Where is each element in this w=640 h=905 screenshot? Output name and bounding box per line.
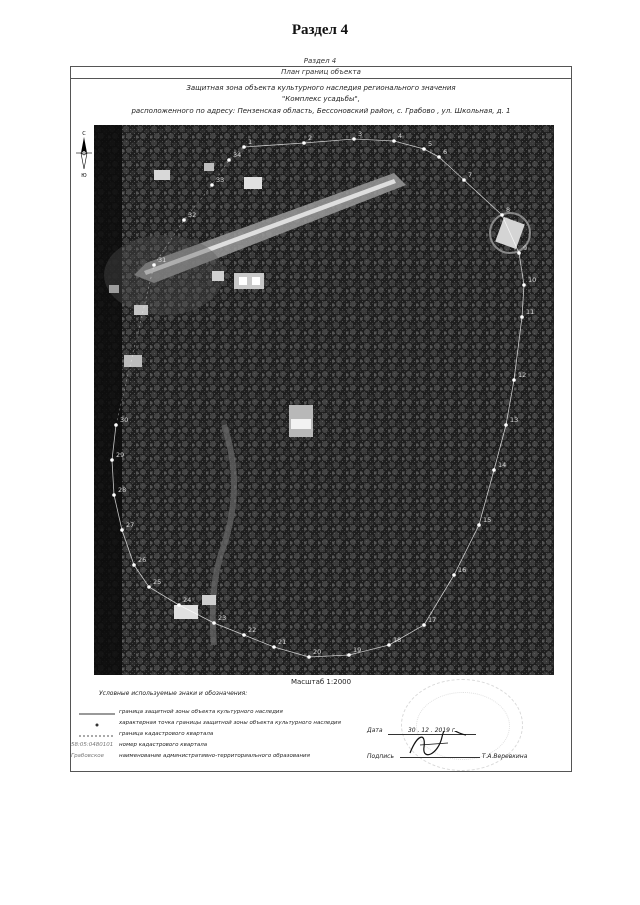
boundary-point-7 [462, 178, 466, 182]
plan-title: План границ объекта [71, 67, 571, 79]
boundary-point-label-24: 24 [183, 596, 192, 604]
boundary-point-label-15: 15 [483, 516, 492, 524]
boundary-point-16 [452, 573, 456, 577]
boundary-point-label-23: 23 [218, 614, 227, 622]
legend-label: граница кадастрового квартала [119, 731, 214, 737]
legend-label: характерная точка границы защитной зоны объекта культурного наследия [119, 720, 341, 726]
boundary-point-label-17: 17 [428, 616, 437, 624]
boundary-point-30 [114, 423, 118, 427]
boundary-point-34 [227, 158, 231, 162]
legend-symbol-text: 58:05:0480101 [71, 742, 114, 748]
boundary-point-26 [132, 563, 136, 567]
boundary-point-33 [210, 183, 214, 187]
scale-label: Масштаб 1:2000 [290, 678, 352, 686]
boundary-point-label-9: 9 [523, 244, 528, 252]
boundary-point-11 [520, 315, 524, 319]
boundary-point-label-27: 27 [126, 521, 135, 529]
boundary-point-23 [212, 621, 216, 625]
aerial-map[interactable] [94, 125, 554, 675]
boundary-point-label-28: 28 [118, 486, 127, 494]
boundary-point-label-26: 26 [138, 556, 147, 564]
boundary-point-label-10: 10 [528, 276, 537, 284]
boundary-point-label-25: 25 [153, 578, 162, 586]
description-line-3: расположенного по адресу: Пензенская область, Бессоновский район, с. Грабово , ул. Школьная, д. 1 [131, 107, 511, 115]
boundary-point-label-19: 19 [353, 646, 362, 654]
signature-label: Подпись [367, 753, 394, 760]
boundary-point-8 [500, 213, 504, 217]
boundary-point-label-5: 5 [428, 140, 433, 148]
boundary-point-2 [302, 141, 306, 145]
boundary-point-32 [182, 218, 186, 222]
signature-line [400, 749, 480, 758]
boundary-point-label-16: 16 [458, 566, 467, 574]
signer-name: Т.А.Веревкина [481, 753, 528, 760]
date-value: 30 . 12 . 2019 г. [388, 727, 476, 735]
boundary-point-29 [110, 458, 114, 462]
boundary-point-1 [242, 145, 246, 149]
plan-frame [70, 66, 572, 772]
compass-south-label: Ю [81, 173, 87, 179]
boundary-point-label-21: 21 [278, 638, 287, 646]
boundary-point-4 [392, 139, 396, 143]
boundary-point-label-8: 8 [506, 206, 511, 214]
boundary-point-label-3: 3 [358, 130, 363, 138]
description-line-1: Защитная зона объекта культурного наследия регионального значения [186, 84, 456, 92]
legend-solid-line-icon [77, 709, 117, 718]
boundary-point-label-33: 33 [216, 176, 225, 184]
boundary-point-6 [437, 155, 441, 159]
boundary-point-28 [112, 493, 116, 497]
boundary-point-10 [522, 283, 526, 287]
compass-north-label: С [82, 131, 86, 137]
page-heading: Раздел 4 [291, 22, 349, 38]
boundary-point-label-13: 13 [510, 416, 519, 424]
boundary-point-label-34: 34 [233, 151, 242, 159]
boundary-point-22 [242, 633, 246, 637]
boundary-point-label-31: 31 [158, 256, 167, 264]
boundary-point-21 [272, 645, 276, 649]
boundary-point-13 [504, 423, 508, 427]
boundary-point-18 [387, 643, 391, 647]
boundary-point-17 [422, 623, 426, 627]
boundary-point-label-22: 22 [248, 626, 257, 634]
boundary-point-label-12: 12 [518, 371, 527, 379]
boundary-point-label-7: 7 [468, 171, 473, 179]
boundary-point-label-6: 6 [443, 148, 448, 156]
boundary-point-9 [517, 251, 521, 255]
section-label: Раздел 4 [303, 57, 337, 65]
boundary-point-label-32: 32 [188, 211, 197, 219]
boundary-point-20 [307, 655, 311, 659]
boundary-point-25 [147, 585, 151, 589]
map-canvas [94, 125, 554, 675]
legend-dashed-line-icon [77, 731, 117, 740]
boundary-point-label-11: 11 [526, 308, 535, 316]
legend-dot-icon [77, 720, 117, 729]
boundary-point-label-20: 20 [313, 648, 322, 656]
boundary-point-label-2: 2 [308, 134, 313, 142]
legend-label: наименование административно-территориального образования [119, 753, 310, 759]
boundary-point-label-4: 4 [398, 132, 403, 140]
legend-label: номер кадастрового квартала [119, 742, 208, 748]
boundary-point-15 [477, 523, 481, 527]
boundary-point-19 [347, 653, 351, 657]
description-line-2: "Комплекс усадьбы", [282, 95, 360, 103]
handwritten-signature [408, 731, 468, 757]
legend-symbol-text: Грабовское [71, 753, 105, 759]
legend-label: граница защитной зоны объекта культурного наследия [119, 709, 283, 715]
boundary-point-label-1: 1 [248, 138, 253, 146]
legend-title: Условные используемые знаки и обозначения: [99, 690, 248, 697]
boundary-point-14 [492, 468, 496, 472]
boundary-point-24 [177, 603, 181, 607]
date-label: Дата [367, 727, 383, 734]
north-arrow-icon [75, 129, 93, 179]
boundary-point-3 [352, 137, 356, 141]
boundary-point-label-30: 30 [120, 416, 129, 424]
boundary-point-5 [422, 147, 426, 151]
boundary-point-label-18: 18 [393, 636, 402, 644]
boundary-point-31 [152, 263, 156, 267]
boundary-point-label-14: 14 [498, 461, 507, 469]
boundary-point-12 [512, 378, 516, 382]
boundary-point-label-29: 29 [116, 451, 125, 459]
boundary-point-27 [120, 528, 124, 532]
